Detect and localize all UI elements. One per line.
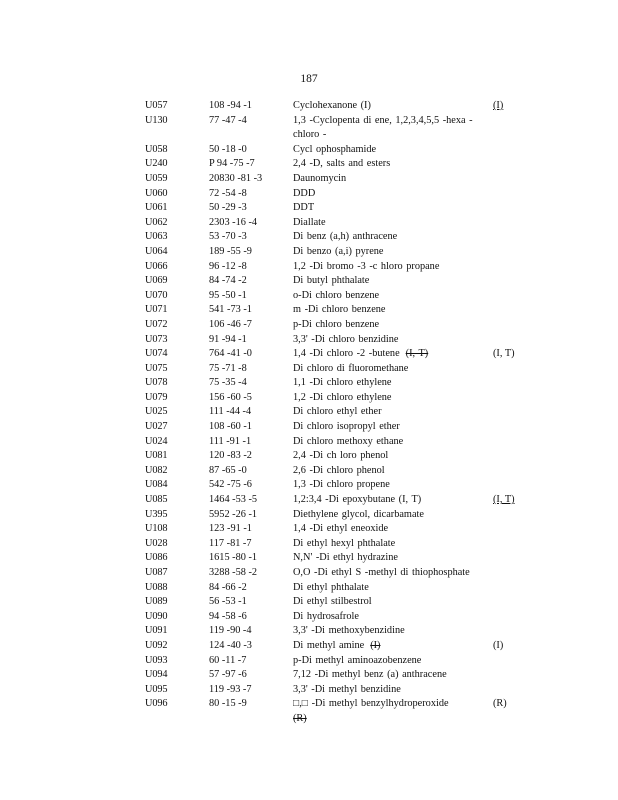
waste-code: U057 [145, 100, 168, 111]
substance-name-text: DDD [293, 187, 316, 199]
waste-code: U070 [145, 289, 168, 301]
cas-number: 117 -81 -7 [209, 537, 252, 549]
substance-name [293, 391, 486, 406]
waste-code: U059 [145, 172, 168, 184]
table-row [0, 464, 618, 479]
substance-name-text: Di methyl amine [293, 639, 365, 651]
substance-name [293, 551, 486, 566]
substance-name-text: 1,2:3,4 -Di epoxybutane (I, T) [293, 494, 422, 506]
waste-code: U087 [145, 567, 168, 578]
substance-name [293, 289, 486, 304]
waste-code: U063 [145, 231, 168, 243]
waste-code: U088 [145, 581, 168, 593]
substance-name [293, 274, 486, 289]
table-row [0, 157, 618, 172]
substance-name-text: 2,4 -Di ch loro phenol [293, 450, 389, 462]
substance-name-text: 1,1 -Di chloro ethylene [293, 377, 392, 389]
substance-name-text: 1,2 -Di bromo -3 -c hloro propane [293, 260, 440, 272]
substance-name-text: Di butyl phthalate [293, 275, 370, 287]
cas-number: 60 -11 -7 [209, 654, 247, 666]
substance-name [293, 230, 486, 245]
cas-number: 1615 -80 -1 [209, 552, 258, 564]
table-row [0, 187, 618, 202]
substance-name-text: Cycl ophosphamide [293, 143, 377, 155]
cas-number: 87 -65 -0 [209, 464, 247, 476]
table-row [0, 493, 618, 508]
waste-code: U071 [145, 304, 168, 316]
cas-number: 541 -73 -1 [209, 304, 252, 316]
waste-code: U073 [145, 333, 168, 345]
cas-number: 3288 -58 -2 [209, 567, 258, 578]
substance-name [293, 405, 486, 420]
substance-name-text: □,□ -Di methyl benzylhydroperoxide [293, 698, 449, 710]
substance-name-text: 3,3' -Di chloro benzidine [293, 333, 399, 345]
table-row [0, 435, 618, 450]
hazard-code: (I) [493, 639, 504, 651]
substance-name-text: Di chloro ethyl ether [293, 406, 382, 418]
substance-name [293, 581, 486, 596]
table-row [0, 201, 618, 216]
waste-code: U240 [145, 158, 168, 170]
substance-name-text: 2,6 -Di chloro phenol [293, 464, 385, 476]
waste-code: U072 [145, 318, 168, 330]
substance-name [293, 333, 486, 348]
table-row [0, 508, 618, 523]
cas-number: 91 -94 -1 [209, 333, 247, 345]
cas-number: 1464 -53 -5 [209, 494, 258, 506]
table-row [0, 610, 618, 625]
hazard-code: (R) [493, 698, 507, 710]
substance-name-text: N,N' -Di ethyl hydrazine [293, 552, 398, 564]
cas-number: 542 -75 -6 [209, 479, 252, 491]
waste-code: U074 [145, 348, 168, 360]
cas-number: 5952 -26 -1 [209, 508, 258, 520]
substance-name [293, 99, 486, 114]
substance-name [293, 172, 486, 187]
table-row [0, 172, 618, 187]
waste-code: U081 [145, 450, 168, 462]
page-number: 187 [300, 73, 318, 85]
cas-number: 72 -54 -8 [209, 187, 247, 199]
hazard-code: (I) [493, 100, 504, 111]
waste-code: U094 [145, 669, 168, 681]
cas-number: 80 -15 -9 [209, 698, 247, 710]
table-row [0, 260, 618, 275]
substance-name [293, 435, 486, 450]
substance-name-text: p-Di chloro benzene [293, 318, 380, 330]
waste-code: U078 [145, 377, 168, 389]
cas-number: 96 -12 -8 [209, 260, 247, 272]
table-row [0, 114, 618, 143]
substance-name [293, 187, 486, 202]
hazard-code: (I, T) [493, 494, 515, 506]
substance-name [293, 522, 486, 537]
substance-name [293, 303, 486, 318]
waste-code: U085 [145, 494, 168, 506]
table-row [0, 318, 618, 333]
cas-number: 2303 -16 -4 [209, 216, 258, 228]
waste-code: U025 [145, 406, 168, 418]
waste-code: U064 [145, 245, 168, 257]
substance-name-text: Di chloro isopropyl ether [293, 421, 400, 433]
table-row [0, 668, 618, 683]
hazard-code: (I, T) [493, 348, 515, 360]
cas-number: 57 -97 -6 [209, 669, 247, 681]
substance-name-text: Daunomycin [293, 172, 347, 184]
waste-code: U024 [145, 435, 168, 447]
substance-name [293, 449, 486, 464]
cas-number: 108 -60 -1 [209, 421, 252, 433]
cas-number: 119 -90 -4 [209, 625, 252, 637]
substance-name-text: Di hydrosafrole [293, 610, 359, 622]
substance-name-text: Di ethyl phthalate [293, 581, 369, 593]
substance-name-text: Cyclohexanone (I) [293, 100, 371, 111]
table-row [0, 683, 618, 698]
substance-name-text: m -Di chloro benzene [293, 304, 386, 316]
waste-code: U062 [145, 216, 168, 228]
cas-number: 94 -58 -6 [209, 610, 247, 622]
cas-number: 120 -83 -2 [209, 450, 252, 462]
waste-code: U089 [145, 596, 168, 608]
substance-name [293, 216, 486, 231]
waste-code: U060 [145, 187, 168, 199]
waste-code: U090 [145, 610, 168, 622]
table-row [0, 245, 618, 260]
waste-code: U079 [145, 391, 168, 403]
substance-name-text: 1,2 -Di chloro ethylene [293, 391, 392, 403]
table-row [0, 449, 618, 464]
cas-number: 50 -18 -0 [209, 143, 247, 155]
substance-name [293, 624, 486, 639]
table-row [0, 333, 618, 348]
substance-name [293, 318, 486, 333]
waste-code: U395 [145, 508, 168, 520]
substance-name-text: Diethylene glycol, dicarbamate [293, 508, 424, 520]
substance-name [293, 493, 486, 508]
waste-code: U069 [145, 275, 168, 287]
substance-name-text: Di chloro methoxy ethane [293, 435, 404, 447]
cas-number: 84 -74 -2 [209, 275, 247, 287]
cas-number: 77 -47 -4 [209, 114, 247, 126]
substance-name-text: Di ethyl stilbestrol [293, 596, 372, 608]
waste-code: U061 [145, 202, 168, 214]
waste-code: U027 [145, 421, 168, 433]
substance-name [293, 420, 486, 435]
table-row [0, 697, 618, 726]
cas-number: 156 -60 -5 [209, 391, 252, 403]
waste-code: U082 [145, 464, 168, 476]
table-row [0, 216, 618, 231]
substance-name-text: 7,12 -Di methyl benz (a) anthracene [293, 669, 447, 681]
waste-code-table [0, 99, 618, 727]
substance-name-text: 1,3 -Cyclopenta di ene, 1,2,3,4,5,5 -hexa - chloro - [293, 114, 473, 141]
cas-number: 119 -93 -7 [209, 683, 252, 695]
substance-name-text: DDT [293, 202, 315, 214]
cas-number: 111 -44 -4 [209, 406, 252, 418]
substance-name-text: Di ethyl hexyl phthalate [293, 537, 396, 549]
cas-number: 764 -41 -0 [209, 348, 252, 360]
table-row [0, 362, 618, 377]
table-row [0, 566, 618, 581]
table-row [0, 522, 618, 537]
waste-code: U066 [145, 260, 168, 272]
table-row [0, 143, 618, 158]
waste-code: U028 [145, 537, 168, 549]
table-row [0, 376, 618, 391]
substance-name [293, 478, 486, 493]
table-row [0, 274, 618, 289]
waste-code: U092 [145, 639, 168, 651]
waste-code: U130 [145, 114, 168, 126]
substance-name-text: Diallate [293, 216, 326, 228]
substance-name-text: Di benz (a,h) anthracene [293, 231, 398, 243]
table-row [0, 624, 618, 639]
cas-number: 75 -71 -8 [209, 362, 247, 374]
substance-name [293, 376, 486, 391]
substance-name [293, 566, 486, 581]
waste-code: U086 [145, 552, 168, 564]
substance-name [293, 362, 486, 377]
substance-name-text: 3,3' -Di methoxybenzidine [293, 625, 405, 637]
table-row [0, 478, 618, 493]
substance-name [293, 347, 486, 362]
struck-hazard-code: (I) [370, 639, 381, 651]
cas-number: 75 -35 -4 [209, 377, 247, 389]
waste-code: U058 [145, 143, 168, 155]
waste-code: U084 [145, 479, 168, 491]
substance-name-text: 1,3 -Di chloro propene [293, 479, 390, 491]
cas-number: 108 -94 -1 [209, 100, 252, 111]
cas-number: 84 -66 -2 [209, 581, 247, 593]
cas-number: 56 -53 -1 [209, 596, 247, 608]
substance-name-text: 1,4 -Di ethyl eneoxide [293, 523, 389, 535]
table-row [0, 639, 618, 654]
substance-name [293, 508, 486, 523]
waste-code: U075 [145, 362, 168, 374]
waste-code: U096 [145, 698, 168, 710]
cas-number: 123 -91 -1 [209, 523, 252, 535]
table-row [0, 230, 618, 245]
table-row [0, 581, 618, 596]
waste-code: U093 [145, 654, 168, 666]
struck-hazard-code: (R) [293, 712, 307, 724]
substance-name [293, 537, 486, 552]
cas-number: 189 -55 -9 [209, 245, 252, 257]
substance-name [293, 201, 486, 216]
substance-name-text: Di benzo (a,i) pyrene [293, 245, 384, 257]
substance-name [293, 245, 486, 260]
cas-number: 106 -46 -7 [209, 318, 252, 330]
substance-name [293, 654, 486, 669]
waste-code: U095 [145, 683, 168, 695]
substance-name [293, 683, 486, 698]
cas-number: 53 -70 -3 [209, 231, 247, 243]
substance-name [293, 260, 486, 275]
table-row [0, 654, 618, 669]
table-row [0, 303, 618, 318]
table-row [0, 537, 618, 552]
substance-name-text: o-Di chloro benzene [293, 289, 380, 301]
substance-name [293, 668, 486, 683]
table-row [0, 405, 618, 420]
substance-name-text: 2,4 -D, salts and esters [293, 158, 391, 170]
substance-name [293, 157, 486, 172]
substance-name-text: 1,4 -Di chloro -2 -butene [293, 348, 400, 360]
cas-number: 111 -91 -1 [209, 435, 252, 447]
table-row [0, 595, 618, 610]
substance-name [293, 610, 486, 625]
table-row [0, 551, 618, 566]
cas-number: 20830 -81 -3 [209, 172, 263, 184]
table-row [0, 347, 618, 362]
table-row [0, 289, 618, 304]
substance-name [293, 639, 486, 654]
substance-name [293, 464, 486, 479]
cas-number: 95 -50 -1 [209, 289, 247, 301]
cas-number: P 94 -75 -7 [209, 158, 255, 170]
substance-name [293, 697, 486, 726]
table-row [0, 99, 618, 114]
substance-name-text: p-Di methyl aminoazobenzene [293, 654, 422, 666]
waste-code: U091 [145, 625, 168, 637]
struck-hazard-code: (I, T) [405, 348, 429, 360]
substance-name-text: O,O -Di ethyl S -methyl di thiophosphate [293, 567, 470, 578]
substance-name-text: 3,3' -Di methyl benzidine [293, 683, 401, 695]
cas-number: 124 -40 -3 [209, 639, 252, 651]
table-row [0, 420, 618, 435]
waste-code: U108 [145, 523, 168, 535]
substance-name [293, 143, 486, 158]
table-row [0, 391, 618, 406]
substance-name [293, 595, 486, 610]
cas-number: 50 -29 -3 [209, 202, 247, 214]
substance-name [293, 114, 486, 143]
substance-name-text: Di chloro di fluoromethane [293, 362, 409, 374]
